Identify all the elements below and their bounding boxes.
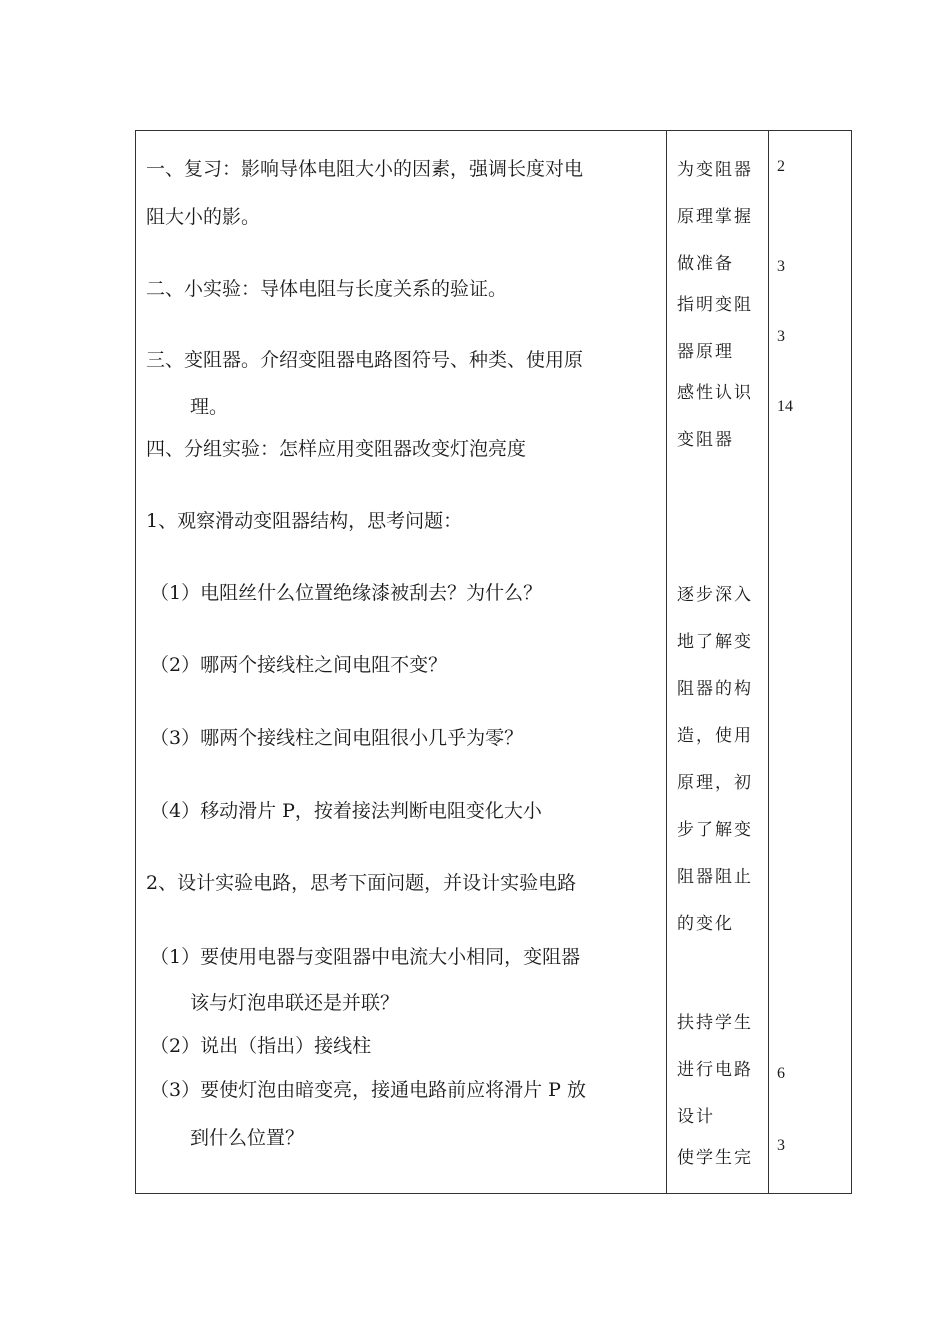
content-line: 2、设计实验电路，思考下面问题，并设计实验电路 <box>146 872 577 894</box>
purpose-line: 逐步深入 <box>677 585 753 605</box>
content-line: 三、变阻器。介绍变阻器电路图符号、种类、使用原 <box>146 349 584 371</box>
purpose-line: 步了解变 <box>677 820 753 840</box>
purpose-line: 设计 <box>677 1107 715 1127</box>
time-value: 6 <box>777 1065 785 1082</box>
time-value: 14 <box>777 398 793 415</box>
time-column <box>769 131 851 1193</box>
purpose-line: 指明变阻 <box>677 295 753 315</box>
purpose-line: 地了解变 <box>677 632 753 652</box>
purpose-line: 变阻器 <box>677 430 734 450</box>
purpose-line: 阻器阻止 <box>677 867 753 887</box>
purpose-line: 器原理 <box>677 342 734 362</box>
purpose-line: 原理掌握 <box>677 207 753 227</box>
content-line: （3）要使灯泡由暗变亮，接通电路前应将滑片 P 放 <box>150 1079 586 1101</box>
content-line: （2）哪两个接线柱之间电阻不变？ <box>150 654 448 676</box>
purpose-line: 的变化 <box>677 914 734 934</box>
purpose-column <box>667 131 767 1193</box>
time-value: 3 <box>777 258 785 275</box>
lesson-plan-table <box>135 130 852 1194</box>
content-line: （1）电阻丝什么位置绝缘漆被刮去？为什么？ <box>150 582 543 604</box>
content-line: （2）说出（指出）接线柱 <box>150 1035 372 1057</box>
content-line: 二、小实验：导体电阻与长度关系的验证。 <box>146 278 508 300</box>
purpose-line: 为变阻器 <box>677 160 753 180</box>
content-line: （3）哪两个接线柱之间电阻很小几乎为零？ <box>150 727 524 749</box>
time-value: 3 <box>777 328 785 345</box>
purpose-line: 阻器的构 <box>677 679 753 699</box>
purpose-line: 使学生完 <box>677 1148 753 1168</box>
content-line: 到什么位置？ <box>190 1127 305 1149</box>
content-line: 阻大小的影。 <box>146 206 261 228</box>
purpose-line: 感性认识 <box>677 383 753 403</box>
purpose-line: 扶持学生 <box>677 1013 753 1033</box>
content-line: 一、复习：影响导体电阻大小的因素，强调长度对电 <box>146 158 584 180</box>
content-line: （4）移动滑片 P，按着接法判断电阻变化大小 <box>150 800 542 822</box>
purpose-line: 进行电路 <box>677 1060 753 1080</box>
content-line: （1）要使用电器与变阻器中电流大小相同，变阻器 <box>150 946 581 968</box>
content-line: 四、分组实验：怎样应用变阻器改变灯泡亮度 <box>146 438 527 460</box>
time-value: 2 <box>777 158 785 175</box>
content-line: 该与灯泡串联还是并联？ <box>190 992 400 1014</box>
content-line: 理。 <box>190 396 229 418</box>
purpose-line: 原理，初 <box>677 773 753 793</box>
time-value: 3 <box>777 1137 785 1154</box>
content-column <box>136 131 666 1193</box>
purpose-line: 做准备 <box>677 254 734 274</box>
purpose-line: 造，使用 <box>677 726 753 746</box>
content-line: 1、观察滑动变阻器结构，思考问题： <box>146 510 463 532</box>
